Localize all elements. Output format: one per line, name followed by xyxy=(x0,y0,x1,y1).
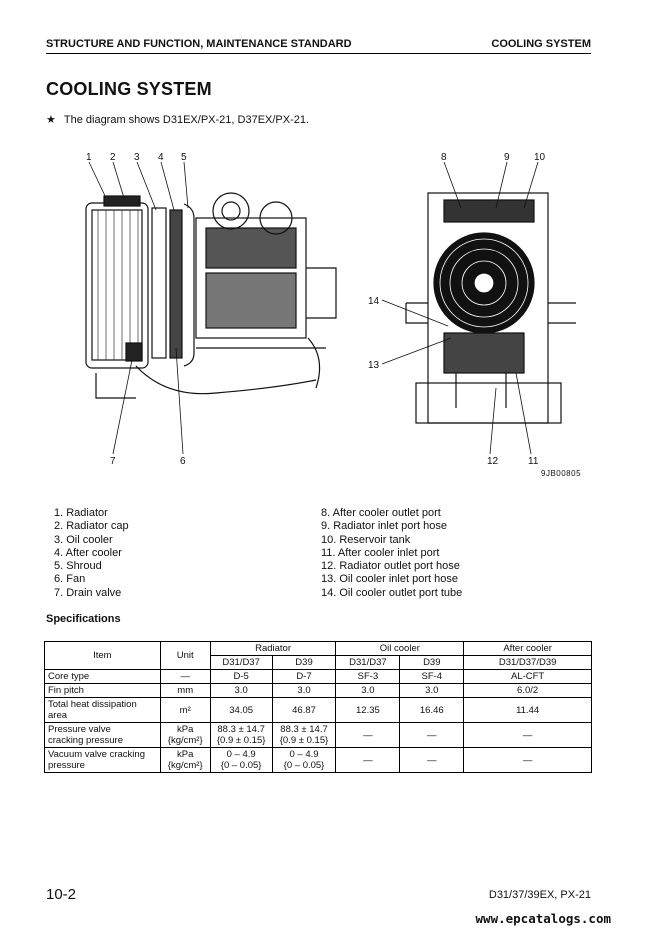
cell-line: 3.0 xyxy=(425,685,439,696)
part-item: 3. Oil cooler xyxy=(54,533,113,546)
callout-3: 3 xyxy=(134,152,140,163)
callout-5: 5 xyxy=(181,152,187,163)
row-value-cell xyxy=(336,684,400,698)
part-item: 11. After cooler inlet port xyxy=(321,546,440,559)
part-item: 14. Oil cooler outlet port tube xyxy=(321,586,463,599)
header-unit: Unit xyxy=(160,642,210,670)
diagram-note-text: The diagram shows D31EX/PX-21, D37EX/PX-21. xyxy=(63,114,310,126)
cell-line: 12.35 xyxy=(356,704,380,716)
row-value-cell xyxy=(272,748,336,773)
cell-line: Pressure valve xyxy=(48,724,111,735)
cell-line: 34.05 xyxy=(229,704,254,716)
row-value-cell xyxy=(400,748,464,773)
cell-line: D-7 xyxy=(296,671,312,682)
row-unit-cell xyxy=(160,684,210,698)
parts-list-left xyxy=(54,507,129,600)
cell-line: mm xyxy=(177,685,194,696)
part-item: 7. Drain valve xyxy=(54,586,122,599)
row-value-cell xyxy=(464,698,592,723)
cell-line: {0.9 ± 0.15} xyxy=(279,735,329,746)
row-item-cell xyxy=(45,698,161,723)
row-value-cell xyxy=(400,684,464,698)
row-unit-cell xyxy=(160,698,210,723)
row-value-cell xyxy=(336,748,400,773)
parts-list-right xyxy=(321,507,462,600)
row-unit-cell xyxy=(160,670,210,684)
specifications-heading: Specifications xyxy=(46,613,121,625)
subheader-cell: D39 xyxy=(272,656,336,670)
cooling-system-diagram xyxy=(76,148,576,468)
callout-8: 8 xyxy=(441,152,447,163)
side-view-drawing xyxy=(86,193,336,398)
cell-line: D-5 xyxy=(233,671,249,682)
subheader-cell: D31/D37 xyxy=(210,656,272,670)
row-value-cell xyxy=(400,670,464,684)
row-unit-cell xyxy=(160,748,210,773)
part-item: 5. Shroud xyxy=(54,560,102,573)
table-row xyxy=(45,723,592,748)
cell-line: — xyxy=(427,754,437,766)
cell-line: 6.0/2 xyxy=(517,685,539,696)
cell-line: pressure xyxy=(48,760,85,771)
row-value-cell xyxy=(400,698,464,723)
row-value-cell xyxy=(210,723,272,748)
cell-line: Vacuum valve cracking xyxy=(48,749,145,760)
row-value-cell xyxy=(336,670,400,684)
callout-10: 10 xyxy=(534,152,546,163)
diagram-note xyxy=(46,113,309,126)
footer-model: D31/37/39EX, PX-21 xyxy=(488,889,591,901)
cell-line: 11.44 xyxy=(516,704,540,716)
watermark: www.epcatalogs.com xyxy=(475,911,611,926)
cell-line: {0 – 0.05} xyxy=(220,760,262,771)
cell-line: 88.3 ± 14.7 xyxy=(280,724,328,735)
cell-line: — xyxy=(427,729,437,741)
cell-line: {kg/cm²} xyxy=(167,735,203,746)
table-row xyxy=(45,748,592,773)
part-item: 10. Reservoir tank xyxy=(321,533,411,546)
page-header xyxy=(46,38,591,54)
callout-12: 12 xyxy=(487,456,499,467)
header-item: Item xyxy=(45,642,161,670)
subheader-cell: D31/D37/D39 xyxy=(464,656,592,670)
cell-line: {kg/cm²} xyxy=(167,760,203,771)
header-radiator: Radiator xyxy=(210,642,336,656)
cell-line: kPa xyxy=(177,749,194,760)
part-item: 13. Oil cooler inlet port hose xyxy=(321,573,458,586)
row-value-cell xyxy=(210,684,272,698)
row-item-cell xyxy=(45,748,161,773)
cell-line: — xyxy=(180,671,190,682)
row-value-cell xyxy=(272,684,336,698)
cell-line: 3.0 xyxy=(297,685,311,696)
row-value-cell xyxy=(210,748,272,773)
callout-6: 6 xyxy=(180,456,186,467)
cell-line: SF-3 xyxy=(357,671,379,682)
cell-line: SF-4 xyxy=(421,671,443,682)
cell-line: — xyxy=(363,729,373,741)
part-item: 9. Radiator inlet port hose xyxy=(321,520,447,533)
callout-7: 7 xyxy=(110,456,116,467)
table-row xyxy=(45,698,592,723)
table-header-row xyxy=(45,642,592,656)
page-title: COOLING SYSTEM xyxy=(46,79,212,99)
cell-line: — xyxy=(522,729,533,741)
figure-code: 9JB00805 xyxy=(541,469,582,478)
cell-line: Fin pitch xyxy=(48,685,84,696)
cell-line: m² xyxy=(179,704,191,716)
cell-line: {0 – 0.05} xyxy=(283,760,325,771)
row-value-cell xyxy=(210,670,272,684)
row-item-cell xyxy=(45,723,161,748)
row-item-cell xyxy=(45,670,161,684)
row-value-cell xyxy=(336,698,400,723)
cell-line: 3.0 xyxy=(234,685,248,696)
callout-2: 2 xyxy=(110,152,116,163)
callout-1: 1 xyxy=(86,152,92,163)
cell-line: Total heat dissipation xyxy=(48,699,137,710)
header-oil-cooler: Oil cooler xyxy=(336,642,464,656)
header-rule xyxy=(46,53,591,54)
row-value-cell xyxy=(210,698,272,723)
row-value-cell xyxy=(464,684,592,698)
subheader-cell: D31/D37 xyxy=(336,656,400,670)
part-item: 1. Radiator xyxy=(54,507,108,519)
cell-line: kPa xyxy=(177,724,194,735)
cell-line: AL-CFT xyxy=(510,671,545,682)
cell-line: {0.9 ± 0.15} xyxy=(216,735,266,746)
header-after-cooler: After cooler xyxy=(464,642,592,656)
row-unit-cell xyxy=(160,723,210,748)
row-item-cell xyxy=(45,684,161,698)
table-row xyxy=(45,670,592,684)
star-icon: ★ xyxy=(46,114,56,126)
row-value-cell xyxy=(272,723,336,748)
cell-line: 16.46 xyxy=(419,704,444,716)
cell-line: cracking pressure xyxy=(48,735,123,746)
cell-line: 0 – 4.9 xyxy=(226,749,256,760)
row-value-cell xyxy=(272,698,336,723)
row-value-cell xyxy=(272,670,336,684)
callout-14: 14 xyxy=(368,296,380,307)
part-item: 12. Radiator outlet port hose xyxy=(321,560,460,573)
part-item: 8. After cooler outlet port xyxy=(321,507,441,519)
row-value-cell xyxy=(400,723,464,748)
cell-line: 3.0 xyxy=(361,685,375,696)
part-item: 2. Radiator cap xyxy=(54,520,129,533)
cell-line: 46.87 xyxy=(292,704,316,716)
rear-view-drawing xyxy=(406,193,576,423)
callout-11: 11 xyxy=(528,456,539,467)
header-section-title: STRUCTURE AND FUNCTION, MAINTENANCE STANDARD xyxy=(46,38,352,50)
part-item: 4. After cooler xyxy=(54,546,122,559)
cell-line: area xyxy=(48,710,68,721)
cell-line: — xyxy=(522,754,533,766)
header-chapter-title: COOLING SYSTEM xyxy=(491,38,591,50)
row-value-cell xyxy=(464,670,592,684)
cell-line: — xyxy=(363,754,373,766)
callout-13: 13 xyxy=(368,360,380,371)
row-value-cell xyxy=(464,748,592,773)
row-value-cell xyxy=(336,723,400,748)
page-number: 10-2 xyxy=(46,886,77,903)
cell-line: Core type xyxy=(48,671,90,682)
cell-line: 0 – 4.9 xyxy=(289,749,319,760)
part-item: 6. Fan xyxy=(54,573,86,586)
callout-9: 9 xyxy=(504,152,510,163)
cell-line: 88.3 ± 14.7 xyxy=(217,724,265,735)
subheader-cell: D39 xyxy=(400,656,464,670)
specifications-table xyxy=(44,641,592,773)
table-row xyxy=(45,684,592,698)
row-value-cell xyxy=(464,723,592,748)
table-body xyxy=(45,670,592,773)
callout-4: 4 xyxy=(158,152,164,163)
